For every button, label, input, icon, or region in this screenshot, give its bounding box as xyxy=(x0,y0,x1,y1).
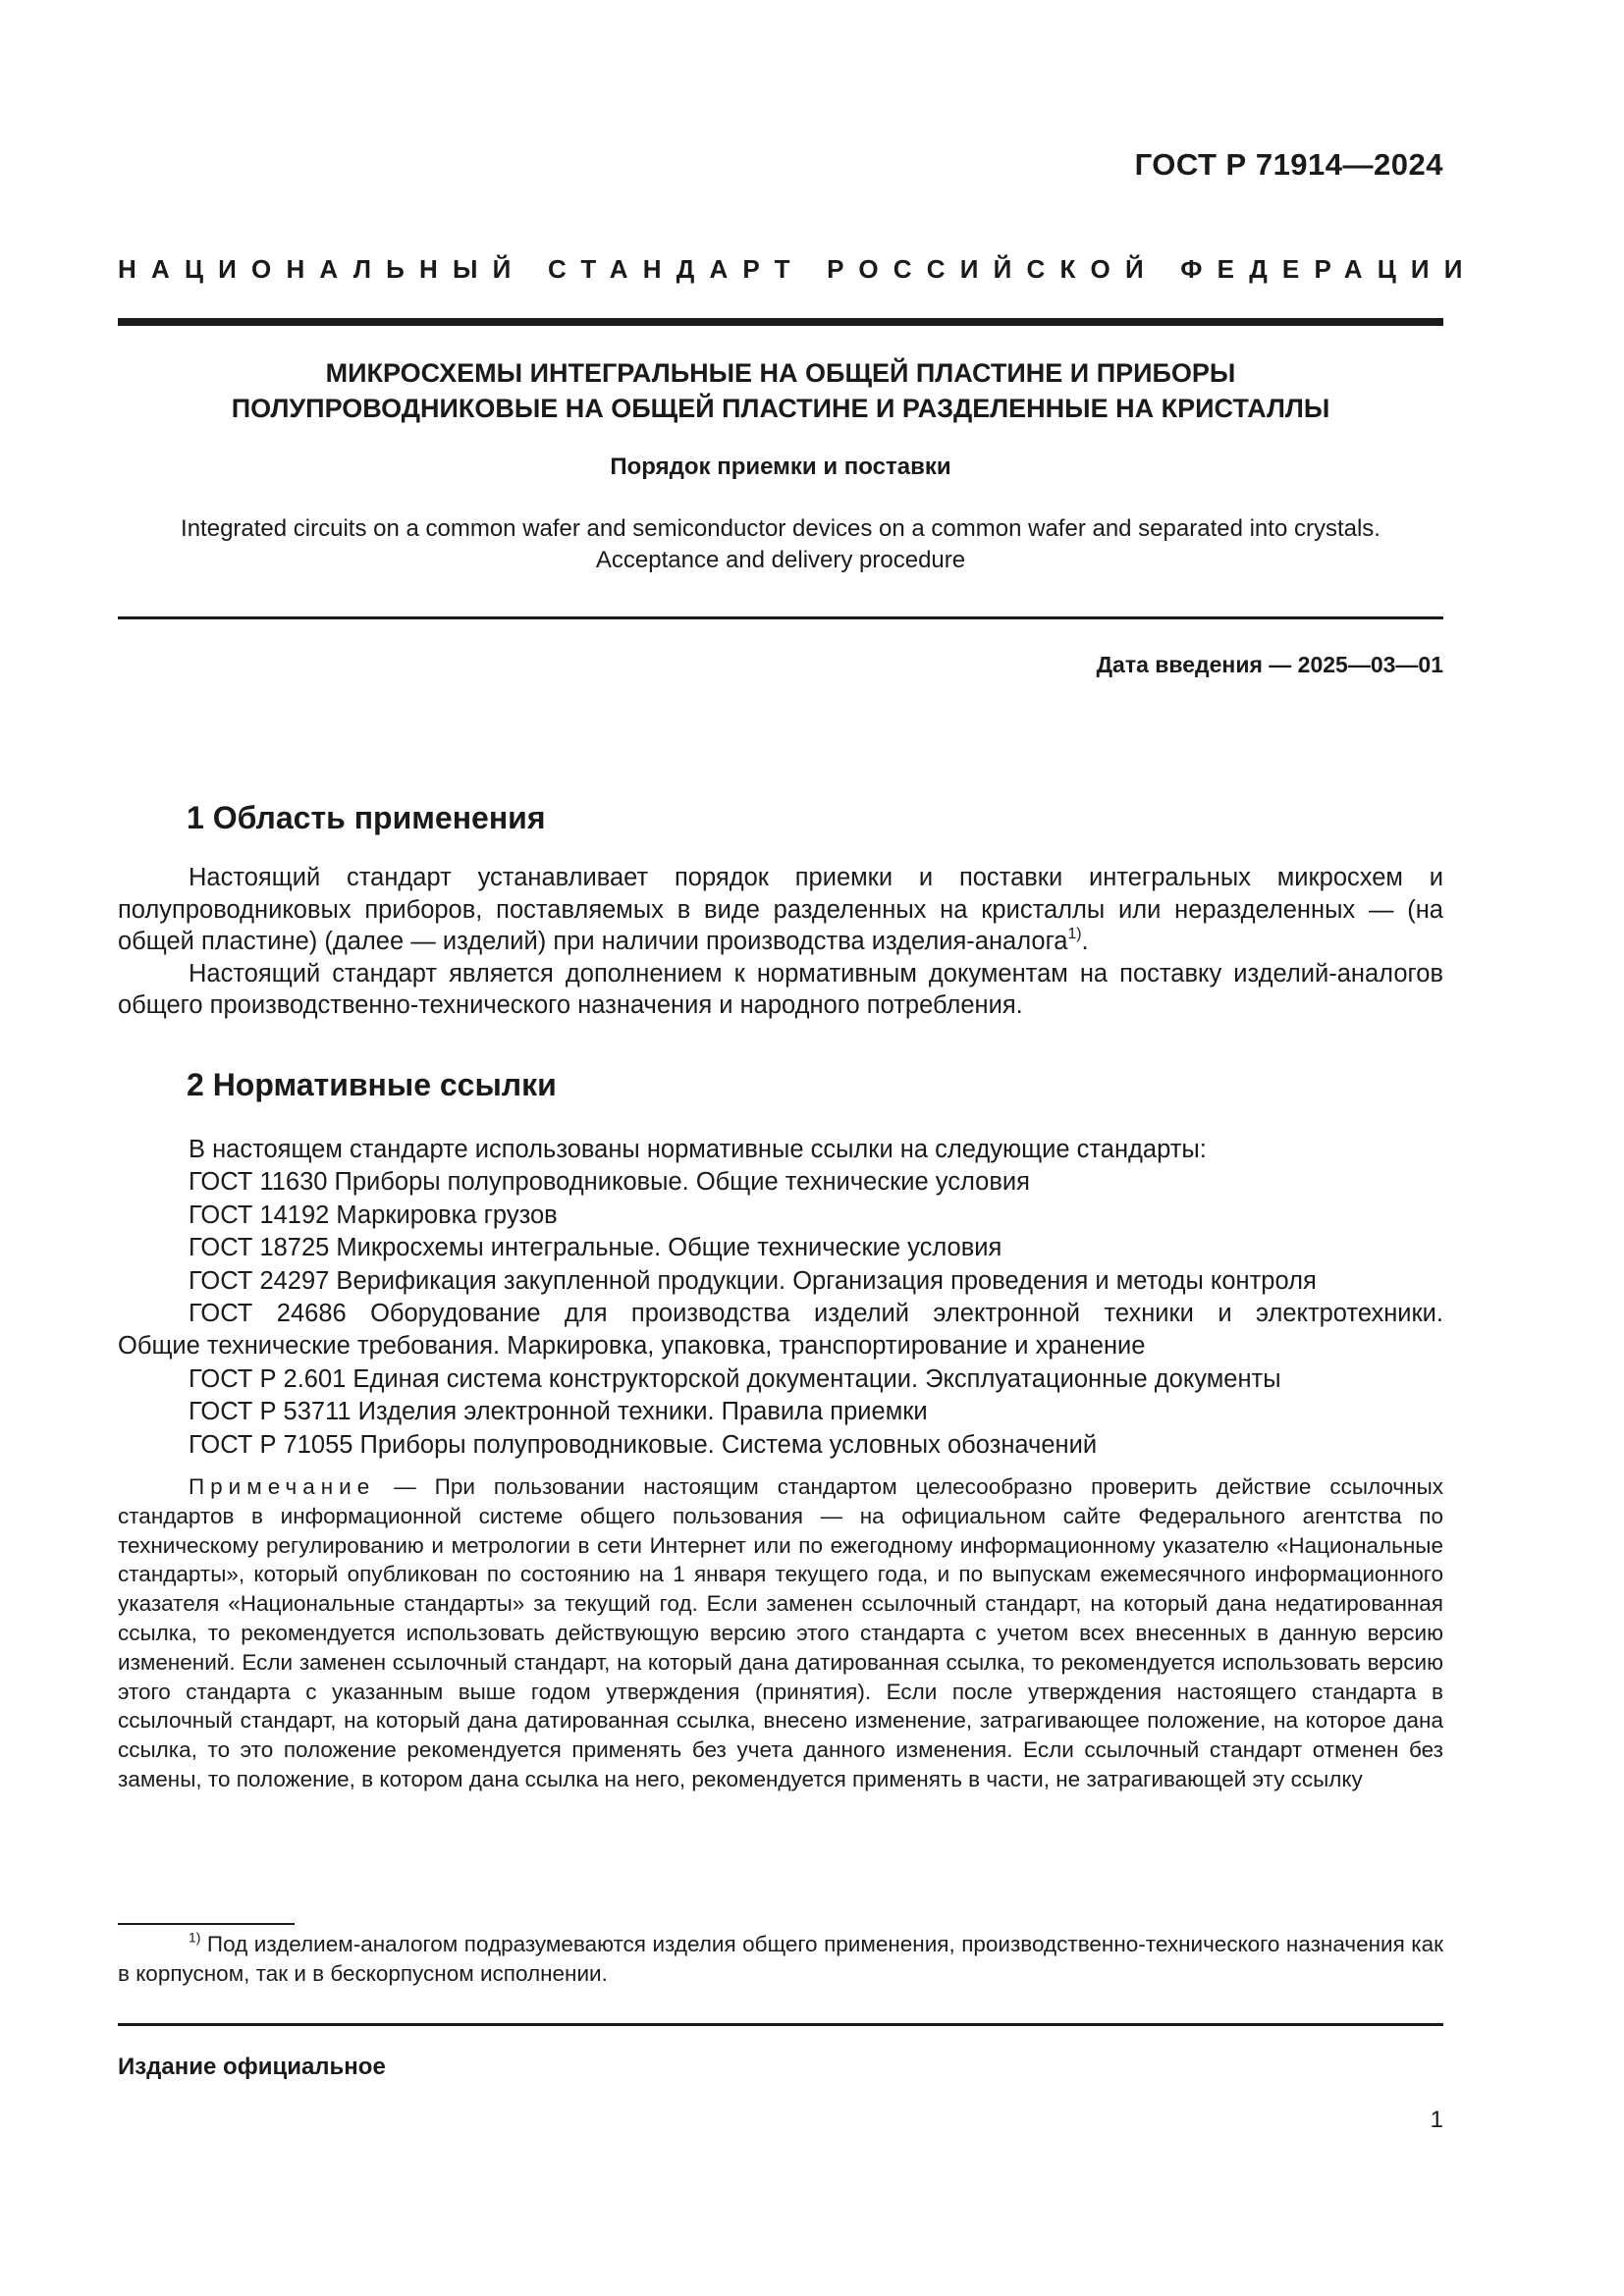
note-text: — При пользовании настоящим стандартом целесообразно проверить действие ссылочных стандартов в информационной системе общего пользования — на официальном сайте Федерального агентства по техническому регулированию и метрологии в сети Интернет или по ежегодному информационному указателю «Национальные стандарты», который опубликован по состоянию на 1 января текущего года, и по выпускам ежемесячного информационного указателя «Национальные стандарты» за текущий год. Если заменен ссылочный стандарт, на который дана недатированная ссылка, то рекомендуется использовать действующую версию этого стандарта с учетом всех внесенных в данную версию изменений. Если заменен ссылочный стандарт, на который дана датированная ссылка, то рекомендуется использовать версию этого стандарта с указанным выше годом утверждения (принятия). Если после утверждения настоящего стандарта в ссылочный стандарт, на который дана датированная ссылка, внесено изменение, затрагивающее положение, на которое дана ссылка, то это положение рекомендуется применять без учета данного изменения. Если ссылочный стандарт отменен без замены, то положение, в котором дана ссылка на него, рекомендуется применять в части, не затрагивающей эту ссылку xyxy=(118,1474,1443,1791)
references-intro: В настоящем стандарте использованы нормативные ссылки на следующие стандарты: xyxy=(189,1136,1207,1163)
footnote xyxy=(118,1930,1443,1989)
footer-divider xyxy=(118,2023,1443,2026)
english-title-line-1: Integrated circuits on a common wafer and semiconductor devices on a common wafer and separated into crystals. xyxy=(181,515,1380,542)
footnote-text: Под изделием-аналогом подразумеваются изделия общего применения, производственно-технического назначения как в корпусном, так и в бескорпусном исполнении. xyxy=(118,1932,1443,1986)
footnote-marker: 1) xyxy=(189,1929,201,1946)
english-title xyxy=(118,513,1443,576)
note-label: Примечание xyxy=(189,1474,376,1499)
national-standard-heading: НАЦИОНАЛЬНЫЙ СТАНДАРТ РОССИЙСКОЙ ФЕДЕРАЦИИ xyxy=(118,254,1478,284)
header-divider xyxy=(118,318,1443,326)
reference-item-continuation: Общие технические требования. Маркировка, упаковка, транспортирование и хранение xyxy=(118,1332,1146,1361)
title-line-1: МИКРОСХЕМЫ ИНТЕГРАЛЬНЫЕ НА ОБЩЕЙ ПЛАСТИНЕ И ПРИБОРЫ xyxy=(325,358,1236,388)
reference-item: ГОСТ Р 2.601 Единая система конструкторской документации. Эксплуатационные документы xyxy=(189,1364,1281,1393)
reference-item: ГОСТ 24686 Оборудование для производства изделий электронной техники и электротехники. xyxy=(189,1300,1443,1328)
footnote-reference: 1) xyxy=(1067,925,1082,942)
reference-item: ГОСТ Р 53711 Изделия электронной техники. Правила приемки xyxy=(189,1398,928,1426)
section-1-heading: 1 Область применения xyxy=(187,800,546,835)
references-note xyxy=(118,1472,1443,1794)
section-1-paragraph-2: Настоящий стандарт является дополнением к нормативным документам на поставку изделий-аналогов общего производственно-технического назначения и народного потребления. xyxy=(118,959,1443,1019)
introduction-date: Дата введения — 2025—03—01 xyxy=(1096,652,1443,677)
document-subtitle: Порядок приемки и поставки xyxy=(610,454,951,480)
reference-item: ГОСТ Р 71055 Приборы полупроводниковые. Система условных обозначений xyxy=(189,1430,1098,1459)
page-number: 1 xyxy=(1430,2107,1443,2133)
reference-item: ГОСТ 11630 Приборы полупроводниковые. Общие технические условия xyxy=(189,1168,1030,1197)
reference-item: ГОСТ 18725 Микросхемы интегральные. Общие технические условия xyxy=(189,1234,1002,1262)
document-title xyxy=(118,355,1443,426)
title-divider xyxy=(118,616,1443,619)
section-1-paragraph-1: Настоящий стандарт устанавливает порядок приемки и поставки интегральных микросхем и полупроводниковых приборов, поставляемых в виде разделенных на кристаллы или неразделенных — (на общей пластине) (далее — изделий) при наличии производства изделия-аналога$^{1)}$. xyxy=(118,864,1443,955)
title-line-2: ПОЛУПРОВОДНИКОВЫЕ НА ОБЩЕЙ ПЛАСТИНЕ И РАЗДЕЛЕННЫЕ НА КРИСТАЛЛЫ xyxy=(231,394,1330,423)
official-edition-label: Издание официальное xyxy=(118,2054,386,2080)
footnote-divider xyxy=(118,1923,295,1925)
normative-references-list xyxy=(118,1134,1443,1462)
section-1-body xyxy=(118,862,1443,1022)
section-2-heading: 2 Нормативные ссылки xyxy=(187,1067,557,1102)
reference-item: ГОСТ 14192 Маркировка грузов xyxy=(189,1201,558,1229)
reference-item: ГОСТ 24297 Верификация закупленной продукции. Организация проведения и методы контроля xyxy=(189,1266,1317,1295)
english-title-line-2: Acceptance and delivery procedure xyxy=(595,547,966,573)
document-id: ГОСТ Р 71914—2024 xyxy=(1134,147,1443,182)
